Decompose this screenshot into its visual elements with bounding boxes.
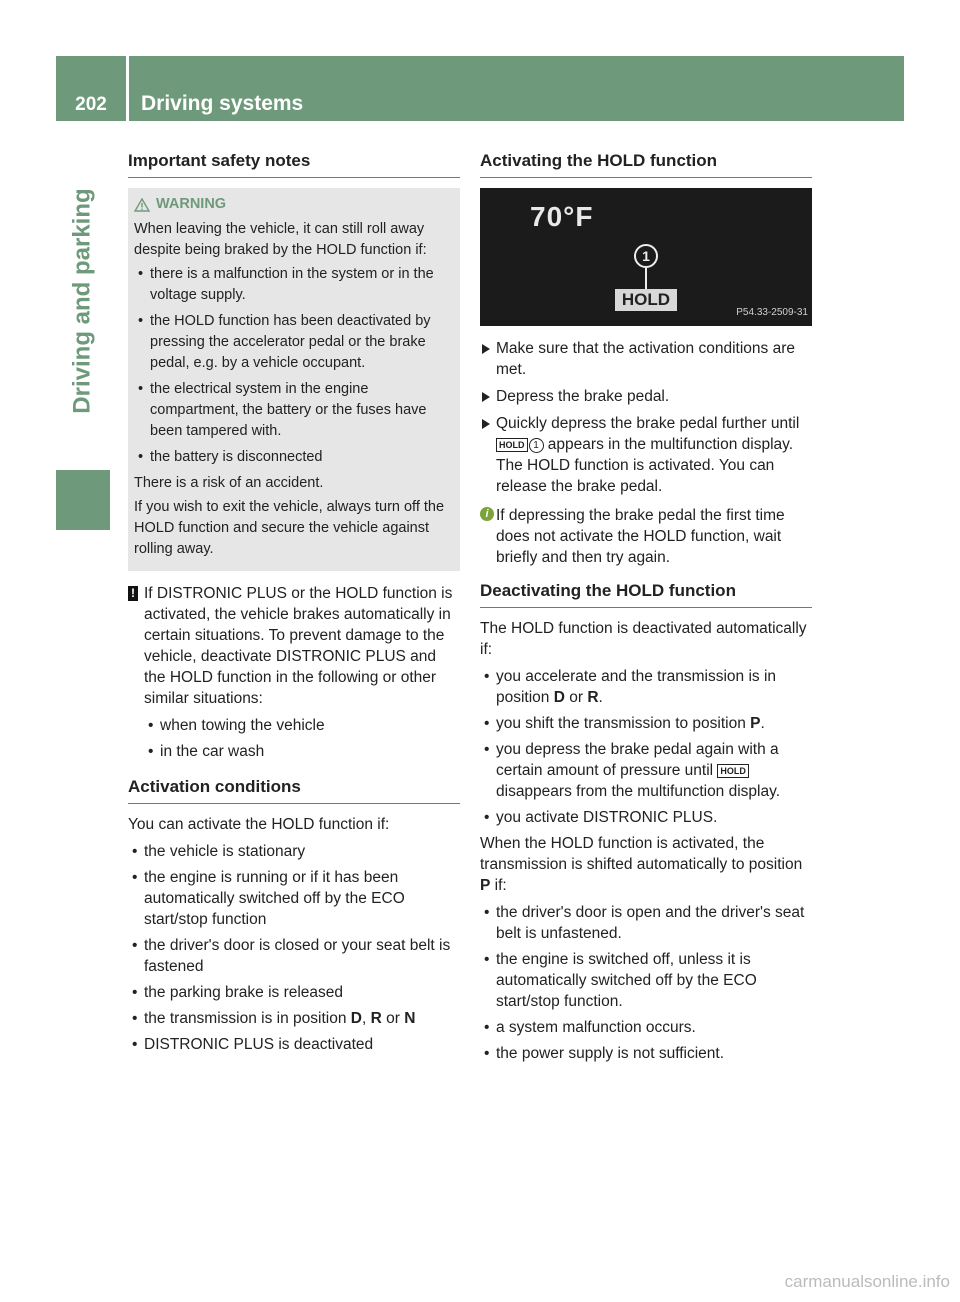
shift-list (480, 902, 812, 1064)
hold-indicator: HOLD (615, 289, 677, 311)
figure-reference: P54.33-2509-31 (736, 307, 808, 318)
activation-heading: Activation conditions (128, 776, 460, 804)
side-tab (61, 121, 105, 481)
hold-symbol-icon: HOLD (717, 764, 749, 778)
list-item: • the driver's door is open and the driver's seat belt is unfastened. (480, 902, 812, 944)
info-note (480, 505, 812, 568)
side-tab-label: Driving and parking (69, 188, 96, 414)
list-item: • there is a malfunction in the system or in the voltage supply. (134, 264, 452, 306)
inline-text: you accelerate and the transmission is in position (496, 668, 777, 706)
notice-text: If DISTRONIC PLUS or the HOLD function is activated, the vehicle brakes automatically in certain situations. To prevent damage to the vehicle, deactivate DISTRONIC PLUS and the HOLD function in the following or other similar situations: (144, 585, 453, 707)
right-column (480, 150, 812, 1069)
inline-text: Quickly depress the brake pedal further until (496, 415, 800, 432)
deactivating-intro: The HOLD function is deactivated automatically if: (480, 620, 807, 658)
list-item: • in the car wash (144, 741, 460, 762)
list-item: • the engine is switched off, unless it is automatically switched off by the ECO start/stop function. (480, 949, 812, 1012)
list-item: • the driver's door is closed or your seat belt is fastened (128, 935, 460, 977)
multifunction-display-image (480, 188, 812, 326)
notice (128, 583, 460, 762)
list-item (128, 1008, 460, 1029)
activating-heading: Activating the HOLD function (480, 150, 812, 178)
inline-text: you depress the brake pedal again with a certain amount of pressure until (496, 741, 779, 779)
left-column (128, 150, 460, 1060)
inline-text: , (361, 1010, 371, 1027)
position-p: P (750, 715, 761, 732)
step-item (480, 413, 812, 497)
position-r: R (370, 1010, 382, 1027)
warning-risk: There is a risk of an accident. (134, 475, 324, 491)
warning-box (128, 188, 460, 571)
list-item: • you activate DISTRONIC PLUS. (480, 807, 812, 828)
watermark: carmanualsonline.info (784, 1272, 950, 1291)
activation-intro: You can activate the HOLD function if: (128, 816, 390, 833)
list-item: • the engine is running or if it has been automatically switched off by the ECO start/stop function (128, 867, 460, 930)
position-p: P (480, 877, 491, 894)
inline-text: appears in the multifunction display. (543, 436, 794, 453)
warning-label: WARNING (156, 196, 227, 212)
inline-text: When the HOLD function is activated, the transmission is shifted automatically to position (480, 835, 803, 873)
callout-marker: 1 (634, 244, 658, 268)
list-item (480, 739, 812, 802)
inline-text: if: (490, 877, 507, 894)
list-item: • DISTRONIC PLUS is deactivated (128, 1034, 460, 1055)
position-n: N (404, 1010, 416, 1027)
step-item: Depress the brake pedal. (480, 386, 812, 407)
warning-title (134, 194, 452, 215)
hold-symbol-icon: HOLD (496, 438, 528, 452)
inline-text: or (381, 1010, 405, 1027)
list-item: • when towing the vehicle (144, 715, 460, 736)
step-item: Make sure that the activation conditions are met. (480, 338, 812, 380)
list-item: • the parking brake is released (128, 982, 460, 1003)
warning-intro: When leaving the vehicle, it can still roll away despite being braked by the HOLD function if: (134, 221, 427, 258)
inline-text: . (598, 689, 603, 706)
deactivating-heading: Deactivating the HOLD function (480, 580, 812, 608)
safety-heading: Important safety notes (128, 150, 460, 178)
section-title: Driving systems (141, 92, 304, 115)
deactivating-list (480, 666, 812, 828)
header-divider (126, 56, 129, 121)
info-icon: i (480, 507, 494, 521)
page-number: 202 (75, 94, 107, 115)
list-item: • the HOLD function has been deactivated by pressing the accelerator pedal or the brake pedal, e.g. by a vehicle occupant. (134, 311, 452, 374)
list-item: • the power supply is not sufficient. (480, 1043, 812, 1064)
info-text: If depressing the brake pedal the first time does not activate the HOLD function, wait briefly and then try again. (496, 507, 785, 566)
shift-paragraph (480, 833, 812, 896)
warning-triangle-icon (134, 198, 150, 212)
list-item (480, 713, 812, 734)
list-item: • the vehicle is stationary (128, 841, 460, 862)
inline-text: The HOLD function is activated. You can release the brake pedal. (496, 457, 775, 495)
list-item (480, 666, 812, 708)
exclamation-icon: ! (128, 586, 138, 601)
warning-advice: If you wish to exit the vehicle, always turn off the HOLD function and secure the vehicle against rolling away. (134, 499, 445, 557)
activation-steps (480, 338, 812, 497)
display-temperature: 70°F (530, 201, 594, 232)
inline-text: the transmission is in position (144, 1010, 351, 1027)
list-item: • a system malfunction occurs. (480, 1017, 812, 1038)
notice-list (144, 715, 460, 762)
position-d: D (553, 689, 565, 706)
activation-list (128, 841, 460, 1055)
position-r: R (587, 689, 599, 706)
warning-list (134, 264, 452, 468)
callout-number-icon: 1 (529, 438, 544, 453)
position-d: D (350, 1010, 362, 1027)
inline-text: or (564, 689, 588, 706)
list-item: • the electrical system in the engine compartment, the battery or the fuses have been tampered with. (134, 379, 452, 442)
list-item: • the battery is disconnected (134, 447, 452, 468)
inline-text: disappears from the multifunction display. (496, 783, 781, 800)
callout-line (645, 268, 647, 290)
inline-text: you shift the transmission to position (496, 715, 751, 732)
side-tab-block (56, 470, 110, 530)
inline-text: . (760, 715, 765, 732)
